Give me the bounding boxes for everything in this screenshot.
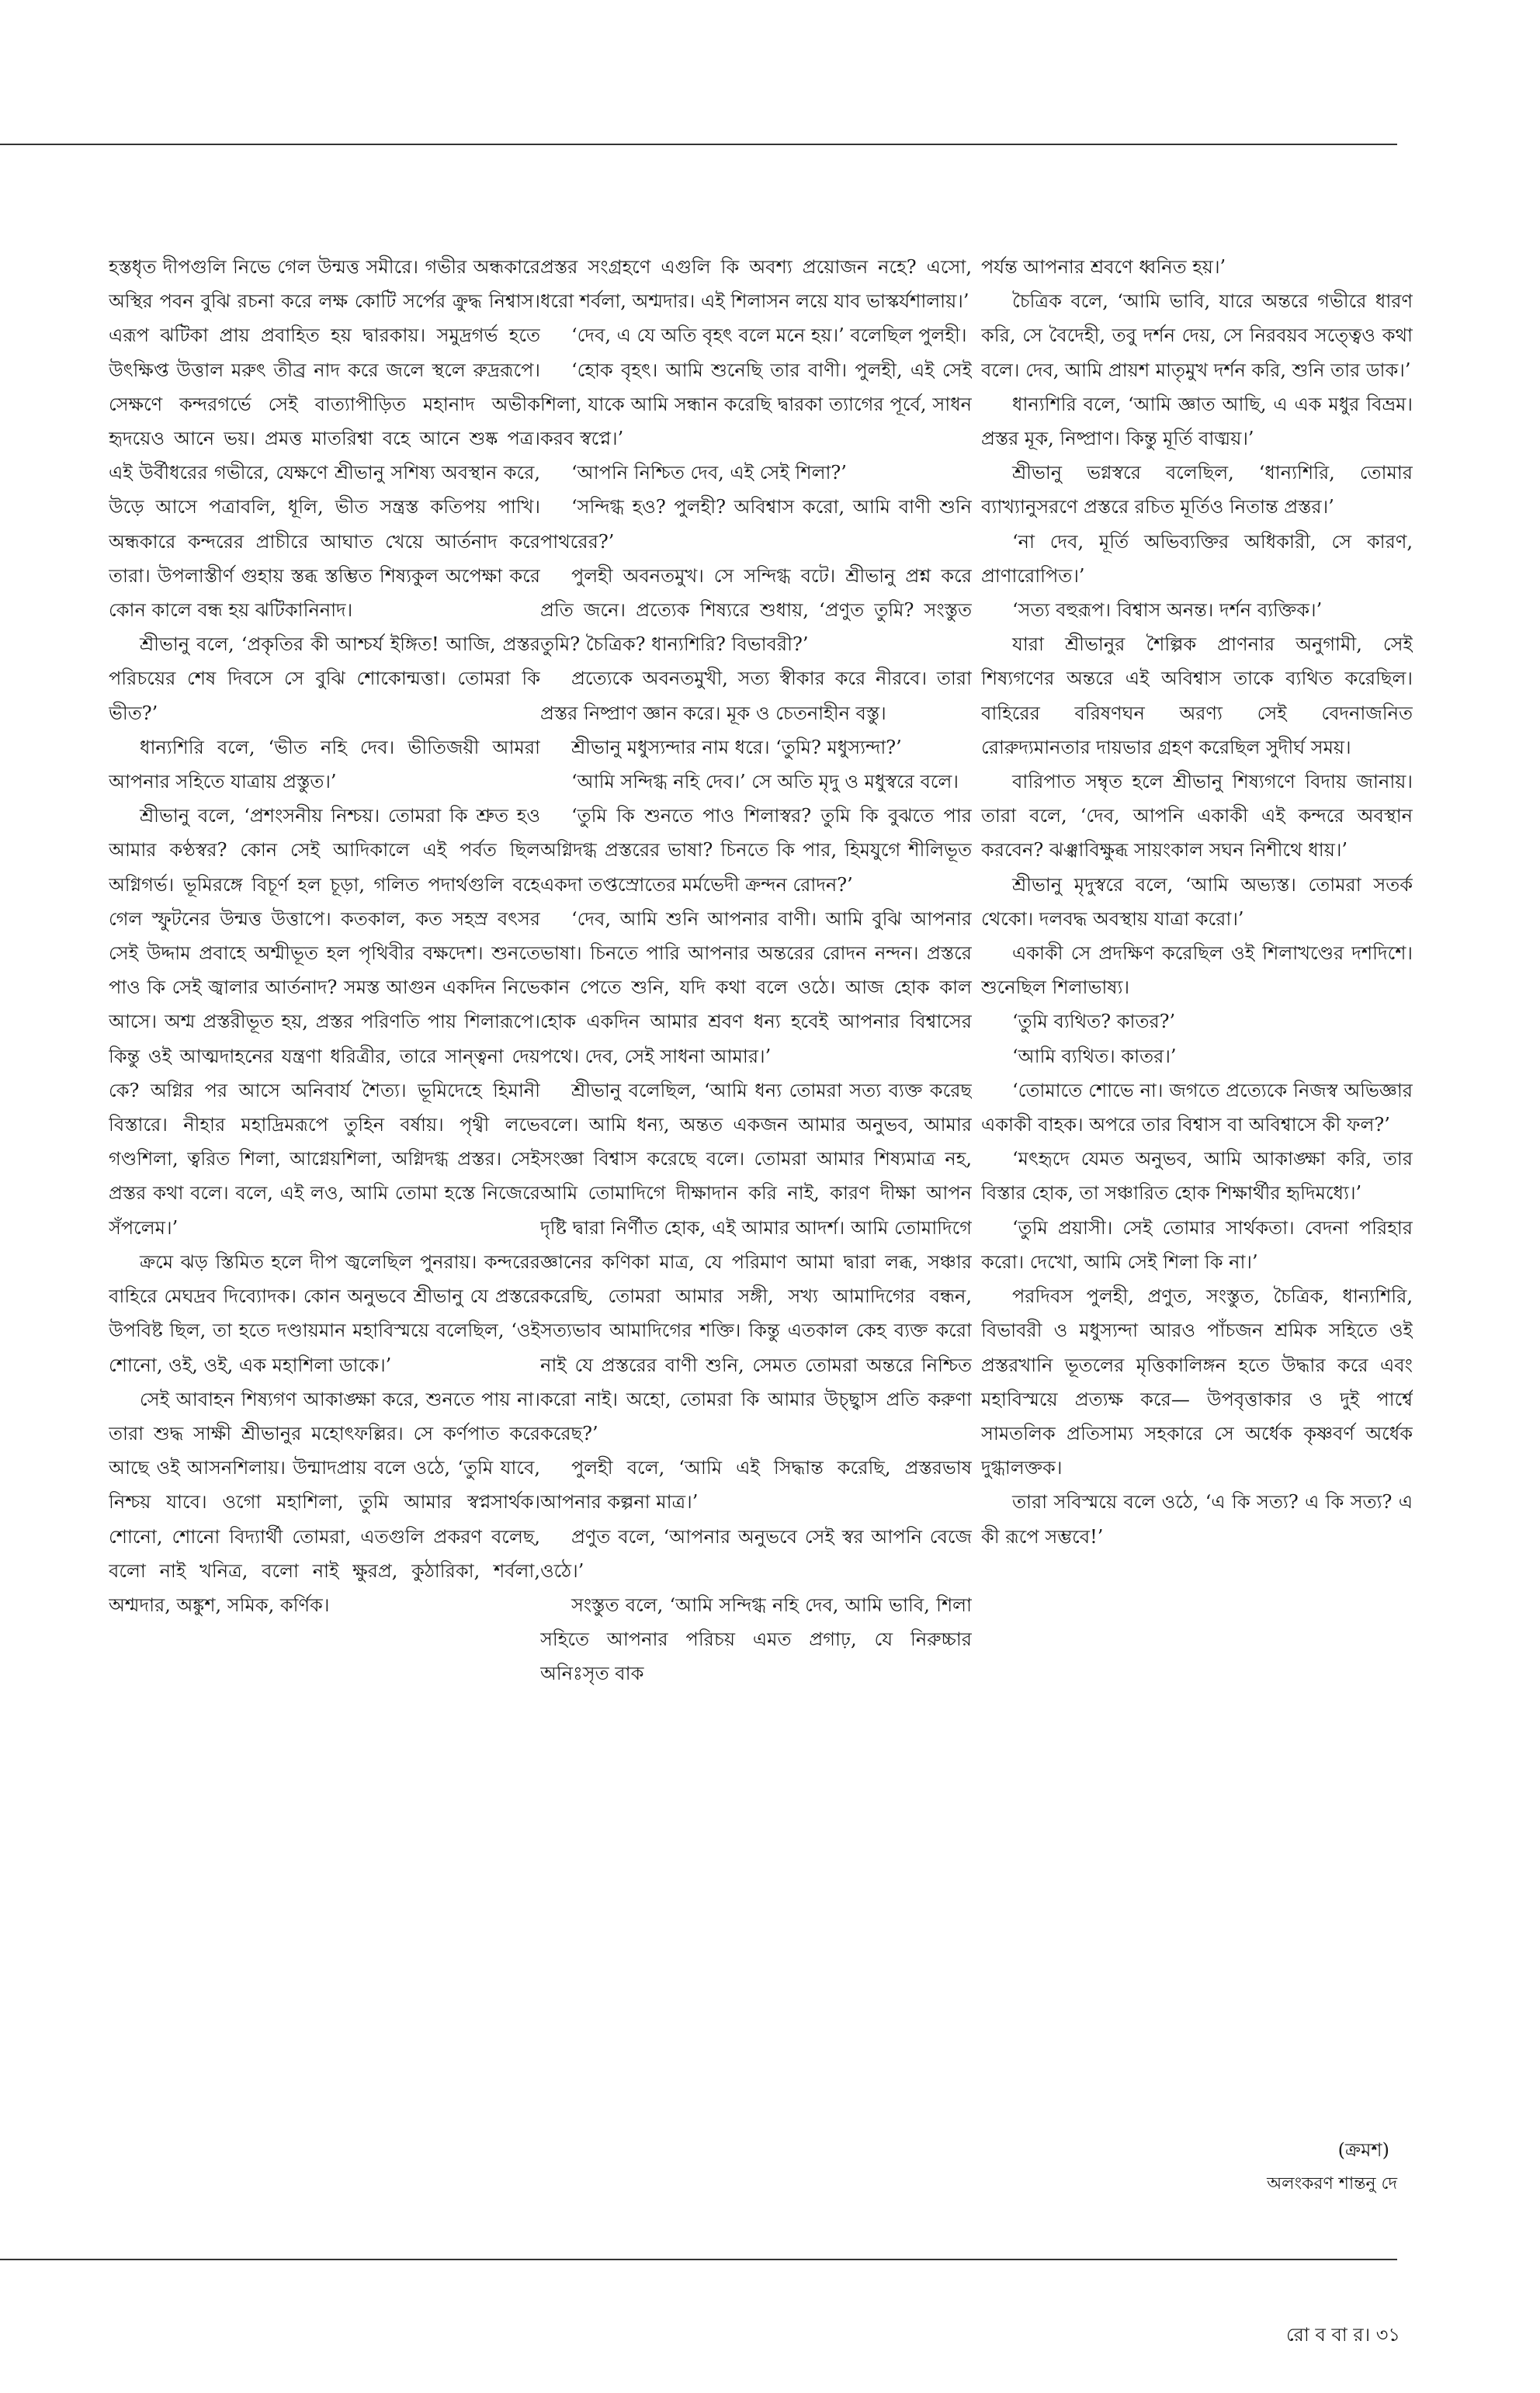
paragraph: ‘আমি সন্দিগ্ধ নহি দেব।’ সে অতি মৃদু ও মধুস্বরে বলে।	[571, 771, 959, 793]
paragraph: ‘তুমি ব্যথিত? কাতর?’	[1012, 1011, 1176, 1033]
paragraph: সংস্তুত বলে, ‘আমি সন্দিগ্ধ নহি দেব, আমি ভাবি, শিলা সহিতে আপনার পরিচয় এমত প্রগাঢ়, যে নিরুচ্চার অনিঃসৃত বাক	[540, 1594, 972, 1685]
paragraph: ‘না দেব, মূর্তি অভিব্যক্তির অধিকারী, সে কারণ, প্রাণারোপিত।’	[981, 530, 1413, 587]
text-column-3	[981, 250, 1413, 2237]
paragraph: প্রণুত বলে, ‘আপনার অনুভবে সেই স্বর আপনি বেজে ওঠে।’	[540, 1525, 972, 1582]
paragraph: ‘আপনি নিশ্চিত দেব, এই সেই শিলা?’	[571, 462, 847, 484]
paragraph: যারা শ্রীভানুর শৈল্পিক প্রাণনার অনুগামী, সেই শিষ্যগণের অন্তরে এই অবিশ্বাস তাকে ব্যথিত করেছিল। বাহিরের বরিষণঘন অরণ্য সেই বেদনাজনিত রোরুদ্যমানতার দায়ভার গ্রহণ করেছিল সুদীর্ঘ সময়।	[981, 633, 1413, 758]
paragraph: ‘তুমি কি শুনতে পাও শিলাস্বর? তুমি কি বুঝতে পার অগ্নিদগ্ধ প্রস্তরের ভাষা? চিনতে কি পার, হিমযুগে শীলিভূত একদা তপ্তস্রোতের মর্মভেদী ক্রন্দন রোদন?’	[540, 805, 972, 896]
paragraph: প্রত্যেকে অবনতমুখী, সত্য স্বীকার করে নীরবে। তারা প্রস্তর নিষ্প্রাণ জ্ঞান করে। মূক ও চেতনাহীন বস্তু।	[540, 668, 972, 724]
paragraph: ‘দেব, এ যে অতি বৃহৎ বলে মনে হয়।’ বলেছিল পুলহী।	[571, 324, 967, 347]
paragraph: শ্রীভানু মধুস্যন্দার নাম ধরে। ‘তুমি? মধুস্যন্দা?’	[571, 736, 902, 758]
paragraph: তারা সবিস্ময়ে বলে ওঠে, ‘এ কি সত্য? এ কি সত্য? এ কী রূপে সম্ভবে!’	[981, 1491, 1413, 1548]
paragraph: ‘তুমি প্রয়াসী। সেই তোমার সার্থকতা। বেদনা পরিহার করো। দেখো, আমি সেই শিলা কি না।’	[981, 1216, 1413, 1273]
paragraph: ধান্যশিরি বলে, ‘আমি জ্ঞাত আছি, এ এক মধুর বিভ্রম। প্রস্তর মূক, নিষ্প্রাণ। কিন্তু মূর্তি বাঙ্ময়।’	[981, 393, 1413, 450]
credits-block	[981, 2133, 1413, 2201]
paragraph: পরদিবস পুলহী, প্রণুত, সংস্তুত, চৈত্রিক, ধান্যশিরি, বিভাবরী ও মধুস্যন্দা আরও পাঁচজন শ্রমিক সহিতে ওই প্রস্তরখানি ভূতলের মৃত্তিকালিঙ্গন হতে উদ্ধার করে এবং মহাবিস্ময়ে প্রত্যক্ষ করে— উপবৃত্তাকার ও দুই পার্শ্বে সামতলিক প্রতিসাম্য সহকারে সে অর্ধেক কৃষ্ণবর্ণ অর্ধেক দুগ্ধালক্তক।	[981, 1285, 1413, 1479]
paragraph: ‘আমি ব্যথিত। কাতর।’	[1012, 1045, 1177, 1067]
paragraph: শ্রীভানু মৃদুস্বরে বলে, ‘আমি অভ্যস্ত। তোমরা সতর্ক থেকো। দলবদ্ধ অবস্থায় যাত্রা করো।’	[981, 873, 1413, 930]
text-column-2	[540, 250, 972, 2237]
paragraph: ‘সত্য বহুরূপ। বিশ্বাস অনন্ত। দর্শন ব্যক্তিক।’	[1012, 599, 1323, 622]
paragraph: শ্রীভানু বলে, ‘প্রকৃতির কী আশ্চর্য ইঙ্গিত! আজি, প্রস্তর পরিচয়ের শেষ দিবসে সে বুঝি শোকোন্মত্তা। তোমরা কি ভীত?’	[109, 633, 540, 724]
paragraph: ‘দেব, আমি শুনি আপনার বাণী। আমি বুঝি আপনার ভাষা। চিনতে পারি আপনার অন্তরের রোদন নন্দন। প্রস্তরে কান পেতে শুনি, যদি কথা বলে ওঠে। আজ হোক কাল হোক একদিন আমার শ্রবণ ধন্য হবেই আপনার বিশ্বাসের পথে। দেব, সেই সাধনা আমার।’	[540, 907, 972, 1067]
paragraph: পুলহী বলে, ‘আমি এই সিদ্ধান্ত করেছি, প্রস্তরভাষ আপনার কল্পনা মাত্র।’	[540, 1457, 972, 1514]
paragraph: বারিপাত সম্বৃত হলে শ্রীভানু শিষ্যগণে বিদায় জানায়। তারা বলে, ‘দেব, আপনি একাকী এই কন্দরে অবস্থান করবেন? ঝঞ্ঝাবিক্ষুব্ধ সায়ংকাল সঘন নিশীথে ধায়।’	[981, 771, 1413, 862]
paragraph: ‘হোক বৃহৎ। আমি শুনেছি তার বাণী। পুলহী, এই সেই শিলা, যাকে আমি সন্ধান করেছি দ্বারকা ত্যাগের পূর্বে, সাধন করব স্বপ্নে।’	[540, 359, 972, 450]
illustration-credit: অলংকরণ শান্তনু দে	[1267, 2174, 1397, 2194]
to-be-continued-note: (ক্রমশ)	[1337, 2139, 1389, 2161]
paragraph: ক্রমে ঝড় স্তিমিত হলে দীপ জ্বলেছিল পুনরায়। কন্দরের বাহিরে মেঘদ্রব দিব্যোদক। কোন অনুভবে শ্রীভানু যে প্রস্তরে উপবিষ্ট ছিল, তা হতে দণ্ডায়মান মহাবিস্ময়ে বলেছিল, ‘ওই শোনো, ওই, ওই, এক মহাশিলা ডাকে।’	[109, 1250, 540, 1376]
paragraph: হস্তধৃত দীপগুলি নিভে গেল উন্মত্ত সমীরে। গভীর অন্ধকারে অস্থির পবন বুঝি রচনা করে লক্ষ কোটি সর্পের ক্রুদ্ধ নিশ্বাস। এরূপ ঝটিকা প্রায় প্রবাহিত হয় দ্বারকায়। সমুদ্রগর্ভ হতে উৎক্ষিপ্ত উত্তাল মরুৎ তীব্র নাদ করে জলে স্থলে রুদ্ররূপে। সেক্ষণে কন্দরগর্ভে সেই বাত্যাপীড়িত মহানাদ অভীক হৃদয়েও আনে ভয়। প্রমত্ত মাতরিশ্বা বহে আনে শুষ্ক পত্র। এই উর্বীধরের গভীরে, যেক্ষণে শ্রীভানু সশিষ্য অবস্থান করে, উড়ে আসে পত্রাবলি, ধূলি, ভীত সন্ত্রস্ত কতিপয় পাখি। অন্ধকারে কন্দরের প্রাচীরে আঘাত খেয়ে আর্তনাদ করে তারা। উপলাস্তীর্ণ গুহায় স্তব্ধ স্তম্ভিত শিষ্যকুল অপেক্ষা করে কোন কালে বন্ধ হয় ঝটিকানিনাদ।	[109, 256, 540, 622]
top-rule	[0, 144, 1397, 145]
paragraph: পর্যন্ত আপনার শ্রবণে ধ্বনিত হয়।’	[981, 256, 1226, 278]
text-column-1	[109, 250, 540, 2237]
page-folio: রো ব বা র। ৩১	[1285, 2324, 1400, 2346]
paragraph: ‘সন্দিগ্ধ হও? পুলহী? অবিশ্বাস করো, আমি বাণী শুনি পাথরের?’	[540, 496, 972, 553]
paragraph: চৈত্রিক বলে, ‘আমি ভাবি, যারে অন্তরে গভীরে ধারণ করি, সে বৈদেহী, তবু দর্শন দেয়, সে নিরবয়ব সত্ত্বেও কথা বলে। দেব, আমি প্রায়শ মাতৃমুখ দর্শন করি, শুনি তার ডাক।’	[981, 290, 1413, 381]
paragraph: পুলহী অবনতমুখ। সে সন্দিগ্ধ বটে। শ্রীভানু প্রশ্ন করে প্রতি জনে। প্রত্যেক শিষ্যরে শুধায়, ‘প্রণুত তুমি? সংস্তুত তুমি? চৈত্রিক? ধান্যশিরি? বিভাবরী?’	[540, 564, 972, 656]
paragraph: প্রস্তর সংগ্রহণে এগুলি কি অবশ্য প্রয়োজন নহে? এসো, ধরো শর্বলা, অশ্মদার। এই শিলাসন লয়ে যাব ভাস্কর্যশালায়।’	[540, 256, 972, 313]
paragraph: একাকী সে প্রদক্ষিণ করেছিল ওই শিলাখণ্ডের দশদিশে। শুনেছিল শিলাভাষ্য।	[981, 942, 1413, 999]
paragraph: ধান্যশিরি বলে, ‘ভীত নহি দেব। ভীতিজয়ী আমরা আপনার সহিতে যাত্রায় প্রস্তুত।’	[109, 736, 540, 793]
bottom-rule	[0, 2259, 1397, 2260]
paragraph: সেই আবাহন শিষ্যগণ আকাঙ্ক্ষা করে, শুনতে পায় না। তারা শুদ্ধ সাক্ষী শ্রীভানুর মহোৎফল্লির। সে কর্ণপাত করে আছে ওই আসনশিলায়। উন্মাদপ্রায় বলে ওঠে, ‘তুমি যাবে, নিশ্চয় যাবে। ওগো মহাশিলা, তুমি আমার স্বপ্নসার্থক। শোনো, শোনো বিদ্যার্থী তোমরা, এতগুলি প্রকরণ বলেছ, বলো নাই খনিত্র, বলো নাই ক্ষুরপ্র, কুঠারিকা, শর্বলা, অশ্মদার, অঙ্কুশ, সমিক, কর্ণিক।	[109, 1388, 540, 1616]
paragraph: শ্রীভানু ভগ্নস্বরে বলেছিল, ‘ধান্যশিরি, তোমার ব্যাখ্যানুসরণে প্রস্তরে রচিত মূর্তিও নিতান্ত প্রস্তর।’	[981, 462, 1413, 518]
paragraph: ‘তোমাতে শোভে না। জগতে প্রত্যেকে নিজস্ব অভিজ্ঞার একাকী বাহক। অপরে তার বিশ্বাস বা অবিশ্বাসে কী ফল?’	[981, 1079, 1413, 1136]
paragraph: শ্রীভানু বলে, ‘প্রশংসনীয় নিশ্চয়। তোমরা কি শ্রুত হও আমার কণ্ঠস্বর? কোন সেই আদিকালে এই পর্বত ছিল অগ্নিগর্ভ। ভূমিরঙ্গে বিচূর্ণ হল চূড়া, গলিত পদার্থগুলি বহে গেল স্ফুটনের উন্মত্ত উত্তাপে। কতকাল, কত সহস্র বৎসর সেই উদ্দাম প্রবাহে অশ্মীভূত হল পৃথিবীর বক্ষদেশ। শুনতে পাও কি সেই জ্বালার আর্তনাদ? সমস্ত আগুন একদিন নিভে আসে। অশ্ম প্রস্তরীভূত হয়, প্রস্তর পরিণতি পায় শিলারূপে। কিন্তু ওই আত্মদাহনের যন্ত্রণা ধরিত্রীর, তারে সান্ত্বনা দেয় কে? অগ্নির পর আসে অনিবার্য শৈত্য। ভূমিদেহে হিমানী বিস্তারে। নীহার মহাদ্রিমরূপে তুহিন বর্ষায়। পৃথ্বী লভে গণ্ডশিলা, ত্বরিত শিলা, আগ্নেয়শিলা, অগ্নিদগ্ধ প্রস্তর। সেই প্রস্তর কথা বলে। বলে, এই লও, আমি তোমা হস্তে নিজেরে সঁপলেম।’	[109, 805, 540, 1239]
paragraph: ‘মৎহৃদে যেমত অনুভব, আমি আকাঙ্ক্ষা করি, তার বিস্তার হোক, তা সঞ্চারিত হোক শিক্ষার্থীর হৃদিমধ্যে।’	[981, 1148, 1413, 1205]
paragraph: শ্রীভানু বলেছিল, ‘আমি ধন্য তোমরা সত্য ব্যক্ত করেছ বলে। আমি ধন্য, অন্তত একজন আমার অনুভব, আমার সংজ্ঞা বিশ্বাস করেছে বলে। তোমরা আমার শিষ্যমাত্র নহ, আমি তোমাদিগে দীক্ষাদান করি নাই, কারণ দীক্ষা আপন দৃষ্টি দ্বারা নির্ণীত হোক, এই আমার আদর্শ। আমি তোমাদিগে জ্ঞানের কণিকা মাত্র, যে পরিমাণ আমা দ্বারা লব্ধ, সঞ্চার করেছি, তোমরা আমার সঙ্গী, সখ্য আমাদিগের বন্ধন, সত্যভাব আমাদিগের শক্তি। কিন্তু এতকাল কেহ ব্যক্ত করো নাই যে প্রস্তরের বাণী শুনি, সেমত তোমরা অন্তরে নিশ্চিত করো নাই। অহো, তোমরা কি আমার উচ্ছ্বাস প্রতি করুণা করেছ?’	[540, 1079, 972, 1444]
